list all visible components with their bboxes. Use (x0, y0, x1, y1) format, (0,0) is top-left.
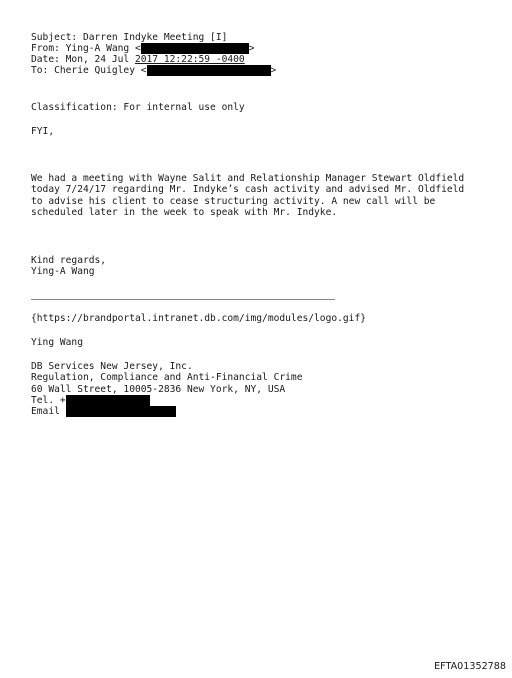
signature-department: Regulation, Compliance and Anti-Financial Crime (31, 372, 303, 383)
to-text: To: Cherie Quigley < (31, 65, 147, 76)
body-line-3: to advise his client to cease structuring activity. A new call will be (31, 196, 436, 207)
to-suffix: > (270, 65, 277, 76)
signature-divider (31, 299, 335, 300)
tel-redaction (66, 395, 150, 406)
body-line-1: We had a meeting with Wayne Salit and Relationship Manager Stewart Oldfield (31, 173, 465, 184)
from-suffix: > (248, 43, 255, 54)
email-to-line (31, 65, 276, 76)
body-line-4: scheduled later in the week to speak with Mr. Indyke. (31, 207, 338, 218)
signature-email-line (31, 406, 176, 417)
closing-line: Kind regards, (31, 255, 107, 266)
greeting-line: FYI, (31, 126, 55, 137)
email-date-line (31, 54, 245, 65)
date-text: Date: Mon, 24 Jul (31, 54, 135, 65)
signature-company: DB Services New Jersey, Inc. (31, 361, 193, 372)
classification-line: Classification: For internal use only (31, 102, 245, 113)
date-time-text: 2017 12:22:59 -0400 (134, 54, 245, 65)
from-email-redaction (141, 43, 249, 54)
to-email-redaction (147, 65, 271, 76)
logo-url-text: {https://brandportal.intranet.db.com/img/modules/logo.gif} (31, 313, 367, 324)
sender-name-line: Ying-A Wang (31, 266, 95, 277)
email-redaction (66, 406, 176, 417)
signature-name: Ying Wang (31, 337, 83, 348)
tel-label: Tel. + (31, 395, 66, 406)
document-id-footer: EFTA01352788 (434, 661, 506, 672)
email-from-line (31, 43, 255, 54)
signature-address (31, 384, 285, 395)
email-subject-line: Subject: Darren Indyke Meeting [I] (31, 32, 228, 43)
from-text: From: Ying-A Wang < (31, 43, 141, 54)
signature-tel-line (31, 395, 150, 406)
body-line-2: today 7/24/17 regarding Mr. Indyke’s cash activity and advised Mr. Oldfield (31, 184, 465, 195)
signature-address-text: 60 Wall Street, 10005-2836 New York, NY, USA (31, 384, 286, 395)
email-label: Email (31, 406, 66, 417)
